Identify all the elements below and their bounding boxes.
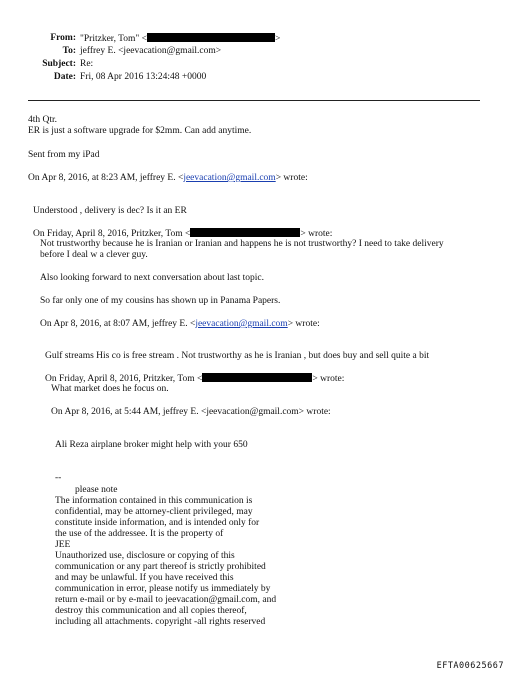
redaction-bar (202, 373, 312, 382)
disclaimer-line: communication in error, please notify us immediately by (55, 584, 271, 594)
attribution-text: On Friday, April 8, 2016, Pritzker, Tom < (33, 229, 191, 239)
sent-from-line: Sent from my iPad (28, 150, 100, 160)
attribution-suffix: > wrote: (312, 374, 345, 384)
message-line: before I deal w a clever guy. (40, 250, 148, 260)
message-line: Understood , delivery is dec? Is it an ER (33, 206, 187, 216)
disclaimer-line: confidential, may be attorney-client privileged, may (55, 507, 253, 517)
attribution-text: On Apr 8, 2016, at 8:23 AM, jeffrey E. < (28, 173, 184, 183)
attribution-text: On Apr 8, 2016, at 8:07 AM, jeffrey E. < (40, 319, 196, 329)
from-text: "Pritzker, Tom" < (80, 34, 148, 44)
from-value (80, 33, 280, 45)
from-label: From: (50, 33, 76, 43)
disclaimer-line: communication or any part thereof is strictly prohibited (55, 562, 266, 572)
message-line: Also looking forward to next conversation about last topic. (40, 273, 264, 283)
disclaimer-line: the use of the addressee. It is the property of (55, 529, 224, 539)
message-line: Ali Reza airplane broker might help with your 650 (55, 440, 248, 450)
disclaimer-line: Unauthorized use, disclosure or copying of this (55, 551, 235, 561)
header-divider (28, 100, 480, 101)
attribution-suffix: > wrote: (300, 229, 333, 239)
message-line: Not trustworthy because he is Iranian or Iranian and happens he is not trustworthy? I need to take delivery (40, 239, 444, 249)
disclaimer-line: including all attachments. copyright -all rights reserved (55, 617, 266, 627)
message-line: So far only one of my cousins has shown up in Panama Papers. (40, 296, 281, 306)
email-link[interactable]: jeevacation@gmail.com (183, 173, 276, 183)
quote-attribution: On Apr 8, 2016, at 5:44 AM, jeffrey E. <jeevacation@gmail.com> wrote: (51, 407, 331, 417)
message-line: What market does he focus on. (51, 384, 169, 394)
attribution-suffix: > wrote: (275, 173, 308, 183)
to-value: jeffrey E. <jeevacation@gmail.com> (80, 46, 222, 56)
disclaimer-line: and may be unlawful. If you have received this (55, 573, 234, 583)
subject-value: Re: (80, 59, 94, 69)
bates-number: EFTA00625667 (436, 661, 504, 671)
disclaimer-line: return e-mail or by e-mail to jeevacation@gmail.com, and (55, 595, 277, 605)
disclaimer-line: constitute inside information, and is intended only for (55, 518, 260, 528)
email-link[interactable]: jeevacation@gmail.com (195, 319, 288, 329)
attribution-suffix: > wrote: (287, 319, 320, 329)
attribution-text: On Friday, April 8, 2016, Pritzker, Tom < (45, 374, 203, 384)
redaction-bar (147, 33, 275, 42)
date-label: Date: (53, 72, 76, 82)
message-line: 4th Qtr. (28, 115, 58, 125)
disclaimer-line: JEE (55, 540, 71, 550)
disclaimer-line: destroy this communication and all copies thereof, (55, 606, 247, 616)
redaction-bar (190, 228, 300, 237)
message-line: Gulf streams His co is free stream . Not trustworthy as he is Iranian , but does buy and sell quite a bit (45, 351, 430, 361)
from-close: > (275, 34, 281, 44)
message-line: ER is just a software upgrade for $2mm. Can add anytime. (28, 126, 252, 136)
to-label: To: (62, 46, 76, 56)
signature-dash: -- (55, 473, 62, 483)
subject-label: Subject: (42, 59, 76, 69)
quote-attribution (40, 319, 320, 330)
date-value: Fri, 08 Apr 2016 13:24:48 +0000 (80, 72, 207, 82)
signature-note: please note (75, 485, 118, 495)
disclaimer-line: The information contained in this communication is (55, 496, 253, 506)
quote-attribution (28, 173, 308, 184)
